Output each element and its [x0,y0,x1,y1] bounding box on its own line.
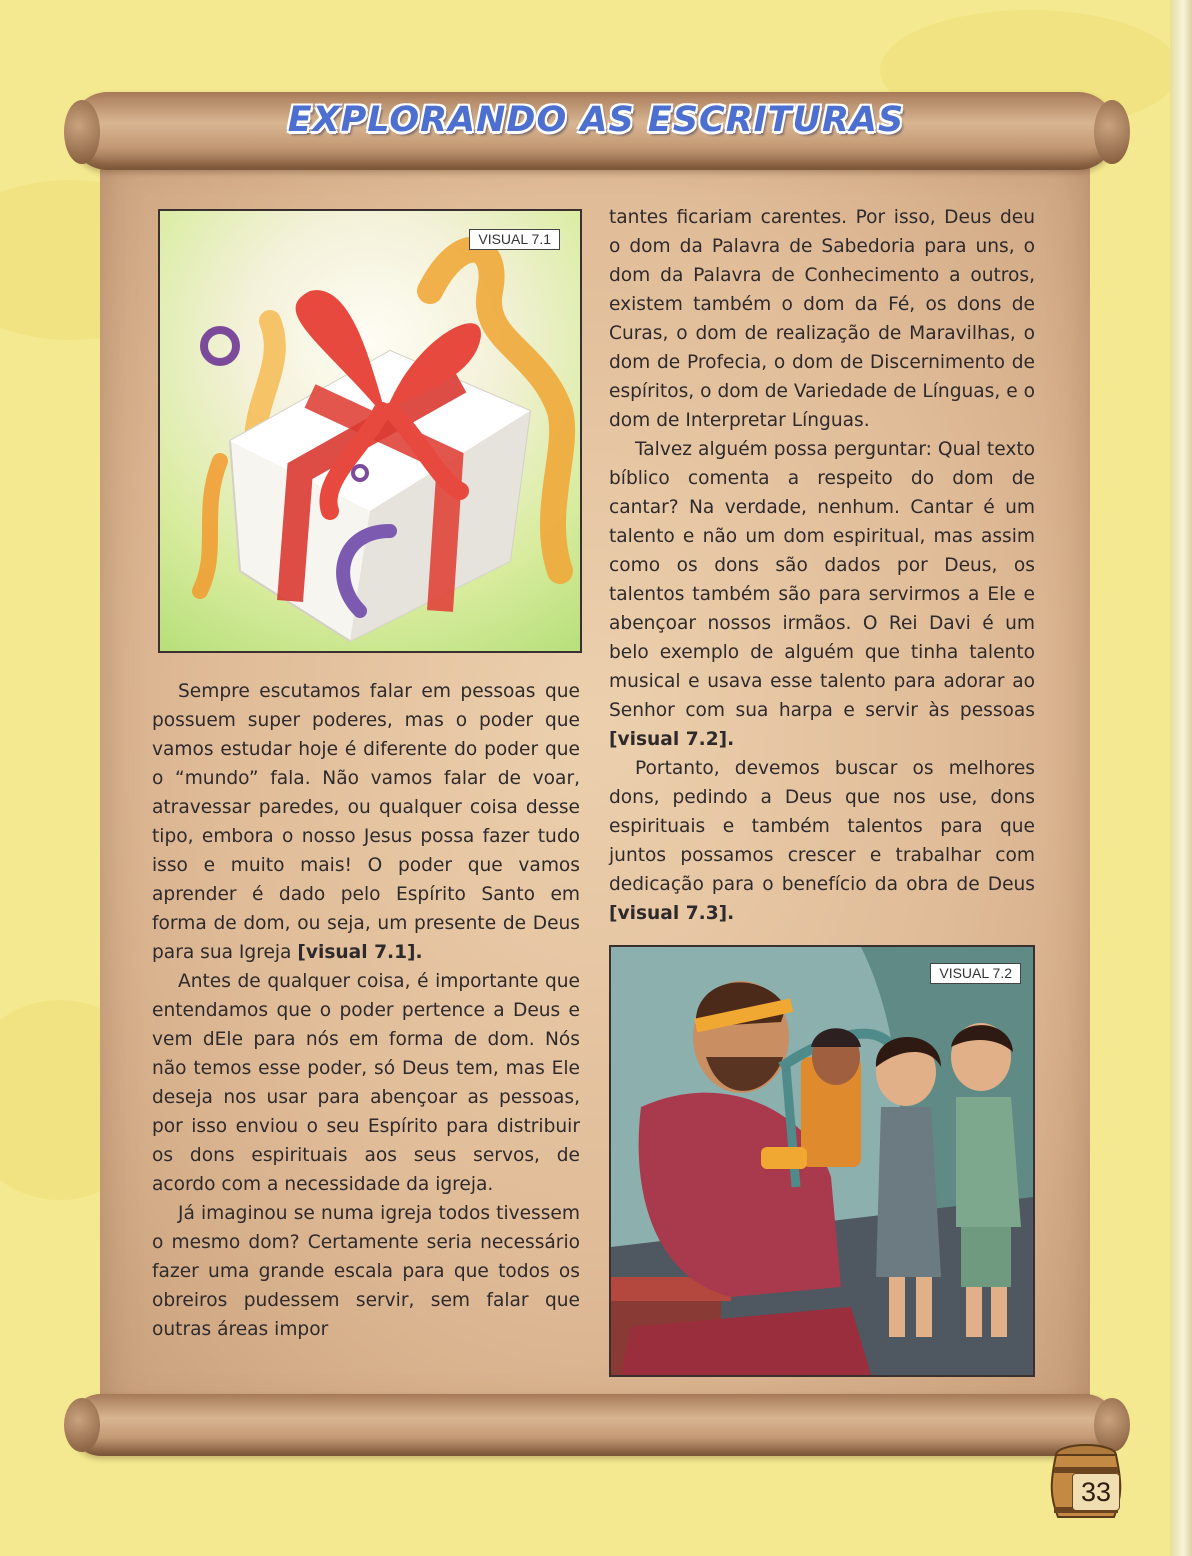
visual-reference: [visual 7.3]. [609,903,735,924]
paragraph: tantes ficariam carentes. Por isso, Deus deu o dom da Palavra de Sabedoria para uns, o dom da Palavra de Conhecimento a outros, existem também o dom da Fé, os dons de Curas, o dom de realização de Maravilhas, o dom de Profecia, o dom de Discernimento de espíritos, o dom de Variedade de Línguas, e o dom de Interpretar Línguas. [609,207,1035,431]
paragraph: Já imaginou se numa igreja todos tivessem o mesmo dom? Certamente seria necessário fazer uma grande escala para que todos os obreiros pudessem servir, sem falar que outras áreas impor [152,1203,580,1340]
page-title: EXPLORANDO AS ESCRITURAS [287,100,905,140]
right-text-column [609,203,1035,928]
paragraph [609,754,1035,928]
paragraph: Antes de qualquer coisa, é importante que entendamos que o poder pertence a Deus e vem dEle para nós em forma de dom. Nós não temos esse poder, só Deus tem, mas Ele deseja nos usar para abençoar as pessoas, por isso enviou o seu Espírito para distribuir os dons espirituais aos seus servos, de acordo com a necessidade da igreja. [152,971,580,1195]
david-scene-drawing [611,947,1033,1375]
left-text-column [152,677,580,1344]
scroll-roll-end [64,1398,100,1452]
visual-reference: [visual 7.1]. [297,942,423,963]
visual-label: VISUAL 7.1 [469,229,560,250]
david-harp-illustration [609,945,1035,1377]
visual-reference: [visual 7.2]. [609,729,735,750]
page-number-barrel [1046,1441,1126,1525]
page-number: 33 [1072,1473,1120,1511]
paragraph-text: Portanto, devemos buscar os melhores dons, pedindo a Deus que nos use, dons espirituais e também talentos para que juntos possamos crescer e trabalhar com dedicação para o benefício da obra de Deus [609,758,1035,895]
gift-illustration [158,209,582,653]
gift-box-drawing [160,211,580,651]
paragraph [609,435,1035,754]
paragraph-text: Talvez alguém possa perguntar: Qual texto bíblico comenta a respeito do dom de cantar? Na verdade, nenhum. Cantar é um talento e não um dom espiritual, mas assim como os dons são dados por Deus, os talentos também são para servirmos a Ele e abençoar nossos irmãos. O Rei Davi é um belo exemplo de alguém que tinha talento musical e usava esse talento para adorar ao Senhor com sua harpa e servir às pessoas [609,439,1035,721]
scroll-bottom-roll [70,1394,1116,1456]
paragraph-text: Sempre escutamos falar em pessoas que possuem super poderes, mas o poder que vamos estudar hoje é diferente do poder que o “mundo” fala. Não vamos falar de voar, atravessar paredes, ou qualquer coisa desse tipo, embora o nosso Jesus possa fazer tudo isso e muito mais! O poder que vamos aprender é dado pelo Espírito Santo em forma de dom, ou seja, um presente de Deus para sua Igreja [152,681,580,963]
visual-label: VISUAL 7.2 [930,963,1021,984]
paragraph [152,677,580,967]
page-edge [1170,0,1192,1556]
